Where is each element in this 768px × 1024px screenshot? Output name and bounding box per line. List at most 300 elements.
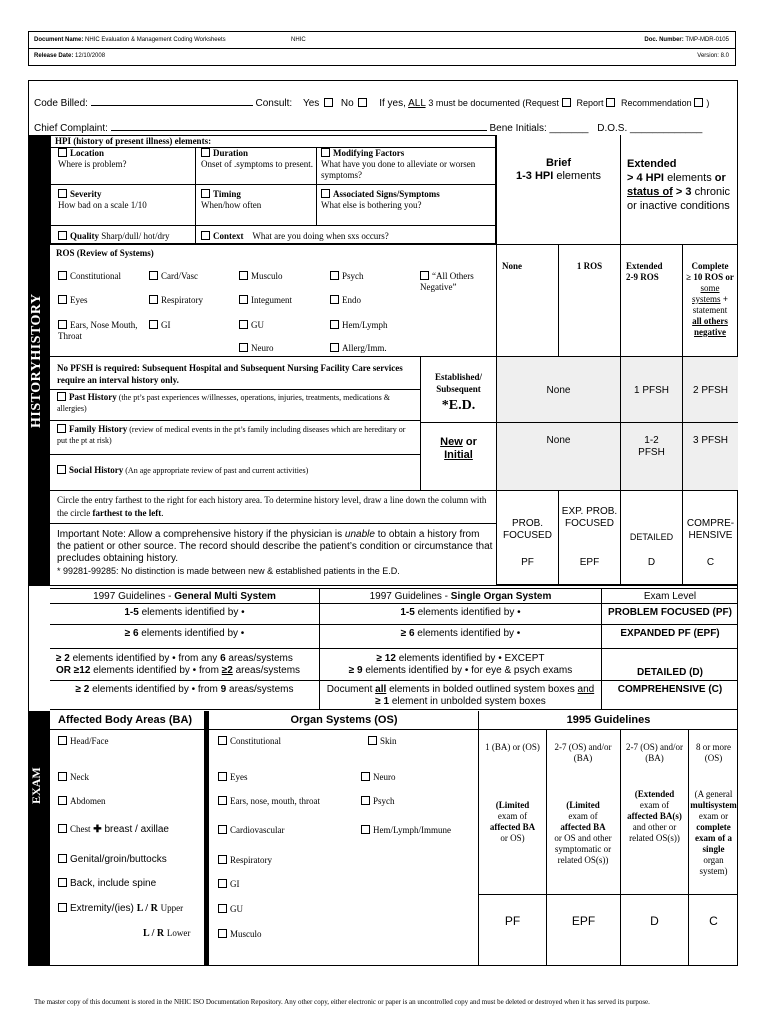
os-title: Organ Systems (OS) — [290, 714, 398, 726]
social-history-checkbox[interactable] — [57, 465, 66, 474]
r1-sos-a: 1-5 — [400, 607, 415, 618]
ros-cardvasc-checkbox[interactable] — [149, 271, 158, 280]
pfsh-est-sub: Established/ Subsequent — [434, 372, 483, 394]
gms-title — [50, 591, 319, 602]
chief-complaint-field[interactable] — [111, 121, 487, 131]
c4-mid-d: complete exam of a single — [695, 822, 732, 854]
ba-lr-upper: L / R — [136, 903, 158, 914]
chief-complaint-row — [34, 121, 702, 134]
r1-sos — [320, 607, 601, 618]
r3-gms-l1-a: ≥ 2 — [56, 653, 70, 664]
document-header — [28, 31, 736, 66]
r2-level: EXPANDED PF (EPF) — [620, 628, 720, 639]
pfsh-new: New — [440, 436, 463, 448]
g95-c1-mid — [480, 800, 545, 844]
context-desc: What are you doing when sxs occurs? — [252, 231, 389, 241]
ba-neck — [58, 772, 89, 782]
ros-ext-b: 2-9 ROS — [626, 272, 659, 282]
r2-gms — [50, 628, 319, 639]
context-checkbox[interactable] — [201, 231, 210, 240]
os-neuro-checkbox[interactable] — [361, 772, 370, 781]
os-gi-label: GI — [230, 879, 240, 889]
os-neuro — [361, 772, 396, 782]
pfsh-new-initial — [421, 436, 496, 462]
three-documented-label: 3 must be documented (Request — [428, 98, 559, 108]
timing-desc: When/how often — [201, 200, 262, 210]
ros-integument-label: Integument — [251, 295, 292, 305]
ext-line2-a: status of — [627, 186, 673, 198]
ext-line2-b: > 3 — [675, 186, 692, 198]
assoc-desc: What else is bothering you? — [321, 200, 422, 210]
os-musculo — [218, 929, 262, 939]
pfsh-1-2pfsh: 1-2 PFSH — [638, 435, 665, 458]
c2-mid-c: affected BA — [560, 822, 606, 832]
family-history-desc: (review of medical events in the pt’s family including diseases which are hereditary or put the pt at risk) — [57, 425, 406, 445]
r4-sos-l1-b: all — [375, 684, 387, 695]
consult-no-label: No — [340, 98, 354, 109]
os-neuro-label: Neuro — [373, 772, 396, 782]
c4-mid-c: exam or — [698, 811, 729, 821]
duration-desc: Onset of .symptoms to present. — [201, 159, 313, 169]
c3-mid-a: (Extended — [634, 789, 675, 799]
level-pf: PF — [521, 557, 534, 568]
r1-level: PROBLEM FOCUSED (PF) — [608, 607, 732, 618]
release-date: 12/10/2008 — [75, 53, 106, 59]
r3-gms-l2-a: OR ≥12 — [56, 665, 91, 676]
ros-ext-a: Extended — [626, 261, 663, 271]
os-skin-checkbox[interactable] — [368, 736, 377, 745]
c2-mid-d: or OS and other symptomatic or related OS(s)) — [554, 833, 612, 865]
ros-endo — [330, 295, 361, 305]
pfsh-ed: *E.D. — [441, 398, 476, 413]
consult-label: Consult: — [255, 98, 293, 109]
ros-gi-checkbox[interactable] — [149, 320, 158, 329]
report-label: Report — [576, 98, 604, 108]
r4-gms-b: elements identified by • from — [92, 684, 218, 695]
ros-gi — [149, 320, 171, 330]
ros-complete-c: some — [700, 283, 720, 293]
os-hemlymph — [361, 825, 451, 835]
ros-neuro-label: Neuro — [251, 343, 274, 353]
ros-complete-d: systems — [692, 294, 721, 304]
ros-gu-checkbox[interactable] — [239, 320, 248, 329]
ros-ent — [58, 320, 146, 342]
r4-sos-l1-d: and — [577, 684, 595, 695]
instr-a: Circle the entry farthest to the right for each history area. To determine history level, draw a line down the column with the circle — [57, 495, 487, 518]
gms-prefix: 1997 Guidelines - — [93, 591, 175, 602]
os-constitutional-checkbox[interactable] — [218, 736, 227, 745]
ba-title: Affected Body Areas (BA) — [58, 714, 193, 726]
c4-mid-e: organ system) — [699, 855, 728, 876]
ros-complete-a: Complete — [691, 261, 729, 271]
modifying-label: Modifying Factors — [333, 148, 405, 158]
ba-head-face-checkbox[interactable] — [58, 736, 67, 745]
c2-mid-a: (Limited — [566, 800, 600, 810]
hpi-context — [201, 231, 493, 241]
c2-mid-b: exam of — [568, 811, 598, 821]
social-history-label: Social History — [69, 465, 124, 475]
ros-psych-label: Psych — [342, 271, 364, 281]
os-cardiovascular — [218, 825, 284, 835]
col-comprehensive: COMPRE- HENSIVE — [686, 518, 735, 541]
os-gu-label: GU — [230, 904, 243, 914]
consult-no-checkbox[interactable] — [358, 98, 367, 107]
ba-genital-checkbox[interactable] — [58, 854, 67, 863]
r3-gms-l2-c: ≥2 — [221, 665, 233, 676]
ros-col-extended — [626, 261, 663, 283]
instr-c: . — [161, 508, 164, 518]
g95-epf: EPF — [571, 914, 596, 928]
r3-sos-l2-a: ≥ 9 — [348, 665, 363, 676]
os-ent — [218, 796, 320, 806]
assoc-label: Associated Signs/Symptoms — [333, 189, 440, 199]
ba-chest-checkbox[interactable] — [58, 824, 67, 833]
g95-c4-top: 8 or more (OS) — [696, 742, 731, 763]
os-constitutional-label: Constitutional — [230, 736, 282, 746]
close-paren: ) — [706, 98, 710, 108]
context-label: Context — [213, 231, 244, 241]
ros-ent-label: Ears, Nose Mouth, Throat — [58, 320, 138, 341]
ros-musculo-checkbox[interactable] — [239, 271, 248, 280]
pfsh-or: or — [465, 436, 477, 448]
pfsh-initial: Initial — [444, 449, 473, 461]
r3-gms — [56, 653, 318, 677]
os-gi — [218, 879, 240, 889]
location-desc: Where is problem? — [58, 159, 127, 169]
os-gu-checkbox[interactable] — [218, 904, 227, 913]
g95-c1-top: 1 (BA) or (OS) — [485, 742, 540, 752]
ros-constitutional-checkbox[interactable] — [58, 271, 67, 280]
quality-checkbox[interactable] — [58, 231, 67, 240]
r3-sos — [320, 653, 601, 677]
r2-sos — [320, 628, 601, 639]
r3-gms-l1-d: areas/systems — [228, 653, 293, 664]
g95-title: 1995 Guidelines — [566, 714, 651, 726]
release-label: Release Date: — [34, 53, 74, 59]
hpi-location — [58, 148, 193, 170]
doc-org: NHIC — [291, 37, 306, 43]
sos-title-text: Single Organ System — [450, 591, 552, 602]
r2-gms-a: ≥ 6 — [124, 628, 139, 639]
r4-sos — [320, 684, 601, 708]
c1-mid-a: (Limited — [495, 800, 530, 810]
os-eyes-label: Eyes — [230, 772, 248, 782]
hpi-timing — [201, 189, 313, 211]
ros-eyes-checkbox[interactable] — [58, 295, 67, 304]
ros-gu — [239, 320, 264, 330]
ext-line3: or inactive conditions — [627, 200, 730, 212]
ros-complete-e: + — [722, 294, 728, 304]
ext-line1-a: > 4 HPI — [627, 172, 664, 184]
os-psych-checkbox[interactable] — [361, 796, 370, 805]
c4-mid-b: multisystem — [690, 800, 737, 810]
r3-sos-l2-b: elements identified by • for eye & psych exams — [365, 665, 573, 676]
pfsh-family — [57, 424, 417, 446]
ext-line2-c: chronic — [694, 186, 731, 198]
gms-title-text: General Multi System — [174, 591, 276, 602]
location-checkbox[interactable] — [58, 148, 67, 157]
r4-sos-l2-a: ≥ 1 — [375, 696, 390, 707]
ros-hemlymph — [330, 320, 388, 330]
os-psych — [361, 796, 395, 806]
ext-title: Extended — [627, 158, 677, 170]
pfsh-1pfsh: 1 PFSH — [633, 385, 669, 396]
r2-gms-b: elements identified by • — [141, 628, 245, 639]
family-history-checkbox[interactable] — [57, 424, 66, 433]
ros-title: ROS (Review of Systems) — [56, 248, 154, 258]
duration-label: Duration — [213, 148, 249, 158]
bene-initials: Bene Initials: _______ — [489, 123, 589, 134]
dos-field: D.O.S. _____________ — [597, 123, 703, 134]
report-checkbox[interactable] — [606, 98, 615, 107]
code-billed-label: Code Billed: — [34, 98, 88, 109]
level-c: C — [706, 557, 715, 568]
quality-desc: Sharp/dull/ hot/dry — [101, 231, 170, 241]
ros-constitutional-label: Constitutional — [70, 271, 122, 281]
footer-note: The master copy of this document is stored in the NHIC ISO Documentation Repository. Any other copy, either electronic or paper is an uncontrolled copy and must be deleted or destroyed when it has served its purpose. — [34, 998, 650, 1006]
r4-sos-l1-c: elements in bolded outlined system boxes — [389, 684, 575, 695]
g95-c2-top: 2-7 (OS) and/or (BA) — [554, 742, 612, 763]
ba-back-label: Back, include spine — [70, 878, 157, 889]
ros-neuro-checkbox[interactable] — [239, 343, 248, 352]
c3-mid-c: affected BA(s) — [627, 811, 682, 821]
os-psych-label: Psych — [373, 796, 395, 806]
ros-eyes-label: Eyes — [70, 295, 88, 305]
hpi-duration — [201, 148, 313, 170]
note-unable: unable — [344, 529, 375, 540]
ros-eyes — [58, 295, 88, 305]
quality-label: Quality — [70, 231, 100, 241]
os-gi-checkbox[interactable] — [218, 879, 227, 888]
os-ent-checkbox[interactable] — [218, 796, 227, 805]
ros-endo-checkbox[interactable] — [330, 295, 339, 304]
ros-cardvasc-label: Card/Vasc — [161, 271, 198, 281]
ba-back — [58, 878, 156, 889]
pfsh-intro: No PFSH is required: Subsequent Hospital and Subsequent Nursing Facility Care services require an interval history only. — [57, 363, 403, 385]
col-detailed: DETAILED — [629, 532, 674, 542]
ros-integument-checkbox[interactable] — [239, 295, 248, 304]
r3-gms-l1-b: elements identified by • from any — [72, 653, 218, 664]
ros-respiratory — [149, 295, 203, 305]
ros-gi-label: GI — [161, 320, 171, 330]
g95-c2-mid — [550, 800, 616, 866]
g95-c4-mid — [689, 789, 738, 877]
os-gu — [218, 904, 243, 914]
family-history-label: Family History — [69, 424, 128, 434]
os-musculo-checkbox[interactable] — [218, 929, 227, 938]
ba-back-checkbox[interactable] — [58, 878, 67, 887]
g95-c: C — [709, 914, 718, 928]
modifying-checkbox[interactable] — [321, 148, 330, 157]
ros-psych-checkbox[interactable] — [330, 271, 339, 280]
ros-allerg — [330, 343, 387, 353]
r4-gms — [50, 684, 319, 695]
ba-abdomen-checkbox[interactable] — [58, 796, 67, 805]
os-cardiovascular-label: Cardiovascular — [230, 825, 285, 835]
note-b: to obtain a history from the patient or other source. The record should describe the patient’s condition or circumstance that precludes obtaining history. — [57, 529, 493, 564]
ros-all-others — [420, 271, 494, 293]
recommendation-checkbox[interactable] — [694, 98, 703, 107]
ros-hemlymph-label: Hem/Lymph — [342, 320, 388, 330]
ros-integument — [239, 295, 292, 305]
past-history-checkbox[interactable] — [57, 392, 66, 401]
hpi-extended — [627, 157, 737, 213]
instr-b: farthest to the left — [92, 508, 162, 518]
ros-allerg-checkbox[interactable] — [330, 343, 339, 352]
timing-checkbox[interactable] — [201, 189, 210, 198]
r4-gms-a: ≥ 2 — [75, 684, 90, 695]
os-musculo-label: Musculo — [230, 929, 262, 939]
code-billed-row — [34, 96, 734, 109]
r2-sos-b: elements identified by • — [417, 628, 521, 639]
os-constitutional — [218, 736, 281, 746]
ros-complete-g: all others negative — [692, 316, 728, 337]
ros-col-complete — [683, 261, 737, 338]
version: 8.0 — [720, 53, 729, 59]
os-cardiovascular-checkbox[interactable] — [218, 825, 227, 834]
ba-extremity-checkbox[interactable] — [58, 903, 67, 912]
ros-ent-checkbox[interactable] — [58, 320, 67, 329]
os-eyes-checkbox[interactable] — [218, 772, 227, 781]
social-history-desc: (An age appropriate review of past and current activities) — [125, 466, 309, 475]
doc-name: NHIC Evaluation & Management Coding Worksheets — [85, 37, 226, 43]
code-billed-field[interactable] — [91, 96, 253, 106]
brief-desc-a: 1-3 HPI — [516, 170, 554, 182]
doc-name-label: Document Name: — [34, 37, 84, 43]
col-prob-focused: PROB. FOCUSED — [503, 518, 552, 541]
c1-mid-d: or OS) — [500, 833, 525, 843]
ros-respiratory-label: Respiratory — [161, 295, 203, 305]
ba-lower-label: Lower — [166, 928, 191, 938]
pfsh-none-1: None — [546, 385, 571, 396]
pfsh-past — [57, 392, 417, 414]
r3-gms-l1-c: 6 — [220, 653, 226, 664]
ba-lr-lower: L / R — [143, 928, 165, 939]
past-history-label: Past History — [69, 392, 117, 402]
c1-mid-c: affected BA — [489, 822, 536, 832]
pfsh-social — [57, 465, 417, 475]
doc-number: TMP-MDR-0105 — [685, 37, 729, 43]
ext-line1-b: elements — [667, 172, 712, 184]
severity-checkbox[interactable] — [58, 189, 67, 198]
c3-mid-d: and other or related OS(s)) — [629, 822, 680, 843]
consult-yes-label: Yes — [302, 98, 320, 109]
ros-musculo-label: Musculo — [251, 271, 283, 281]
sos-prefix: 1997 Guidelines - — [369, 591, 451, 602]
duration-checkbox[interactable] — [201, 148, 210, 157]
severity-label: Severity — [70, 189, 102, 199]
timing-label: Timing — [213, 189, 241, 199]
level-d: D — [647, 557, 656, 568]
ba-neck-checkbox[interactable] — [58, 772, 67, 781]
ros-allerg-label: Allerg/Imm. — [342, 343, 387, 353]
hpi-severity — [58, 189, 193, 211]
ba-genital-label: Genital/groin/buttocks — [70, 854, 167, 865]
os-hemlymph-checkbox[interactable] — [361, 825, 370, 834]
request-checkbox[interactable] — [562, 98, 571, 107]
r3-gms-l2-d: areas/systems — [235, 665, 301, 676]
r4-sos-l1-a: Document — [326, 684, 373, 695]
ros-gu-label: GU — [251, 320, 264, 330]
note-a: Important Note: Allow a comprehensive history if the physician is — [57, 529, 343, 540]
ros-neuro — [239, 343, 274, 353]
hpi-brief — [497, 157, 620, 183]
ros-col-1ros: 1 ROS — [576, 261, 603, 271]
os-ent-label: Ears, nose, mouth, throat — [230, 796, 320, 806]
hpi-assoc — [321, 189, 493, 211]
r3-gms-l2-b: elements identified by • from — [93, 665, 219, 676]
consult-yes-checkbox[interactable] — [324, 98, 333, 107]
ba-extremity-label: Extremity/(ies) — [70, 903, 134, 914]
ros-complete-b: ≥ 10 ROS or — [686, 272, 734, 282]
pfsh-none-2: None — [546, 435, 571, 446]
doc-number-label: Doc. Number: — [644, 37, 684, 43]
levels-note — [57, 529, 494, 577]
hpi-modifying — [321, 148, 493, 181]
ros-complete-f: statement — [692, 305, 728, 315]
assoc-checkbox[interactable] — [321, 189, 330, 198]
chief-complaint-label: Chief Complaint: — [34, 123, 108, 134]
hpi-title: HPI (history of present illness) elements: — [55, 136, 212, 146]
ros-cardvasc — [149, 271, 198, 281]
ba-upper-label: Upper — [160, 903, 184, 913]
version-label: Version: — [697, 53, 719, 59]
exam-divider — [204, 711, 209, 965]
ros-hemlymph-checkbox[interactable] — [330, 320, 339, 329]
ros-respiratory-checkbox[interactable] — [149, 295, 158, 304]
pfsh-3pfsh: 3 PFSH — [692, 435, 728, 446]
os-hemlymph-label: Hem/Lymph/Immune — [373, 825, 451, 835]
modifying-desc: What have you done to alleviate or worsen symptoms? — [321, 159, 476, 180]
location-label: Location — [70, 148, 105, 158]
history-side-label: HISTORYHISTORY — [29, 293, 44, 428]
ba-neck-label: Neck — [70, 772, 89, 782]
note-c: * 99281-99285: No distinction is made between new & established patients in the E.D. — [57, 566, 400, 576]
ba-breast-label: breast / axillae — [104, 824, 169, 835]
r4-gms-c: 9 — [220, 684, 227, 695]
c4-mid-a: (A general — [694, 789, 733, 799]
ros-endo-label: Endo — [342, 295, 361, 305]
ba-chest: Chest ✚ breast / axillae — [58, 824, 169, 835]
r1-gms — [50, 607, 319, 618]
severity-desc: How bad on a scale 1/10 — [58, 200, 147, 210]
os-respiratory-checkbox[interactable] — [218, 855, 227, 864]
ros-all-others-label: “All Others Negative” — [420, 271, 474, 292]
ros-all-others-checkbox[interactable] — [420, 271, 429, 280]
pfsh-2pfsh: 2 PFSH — [692, 385, 728, 396]
col-exp-prob-focused: EXP. PROB. FOCUSED — [561, 506, 618, 529]
level-epf: EPF — [579, 557, 600, 568]
os-respiratory — [218, 855, 272, 865]
ba-abdomen — [58, 796, 106, 806]
g95-c3-top: 2-7 (OS) and/or (BA) — [626, 742, 683, 763]
brief-title: Brief — [545, 157, 572, 169]
os-respiratory-label: Respiratory — [230, 855, 272, 865]
r1-sos-b: elements identified by • — [417, 607, 521, 618]
r2-sos-a: ≥ 6 — [400, 628, 415, 639]
ba-head-face — [58, 736, 108, 746]
c3-mid-b: exam of — [639, 800, 670, 810]
ba-lower — [143, 928, 190, 939]
past-history-desc: (the pt’s past experiences w/illnesses, operations, injuries, treatments, medications & allergies) — [57, 393, 391, 413]
all-label: ALL — [408, 98, 426, 109]
ba-head-face-label: Head/Face — [70, 736, 109, 746]
r3-sos-l1-b: elements identified by • EXCEPT — [398, 653, 545, 664]
brief-desc-b: elements — [556, 170, 601, 182]
ba-extremity — [58, 903, 183, 914]
r3-sos-l1-a: ≥ 12 — [376, 653, 396, 664]
ros-constitutional — [58, 271, 121, 281]
